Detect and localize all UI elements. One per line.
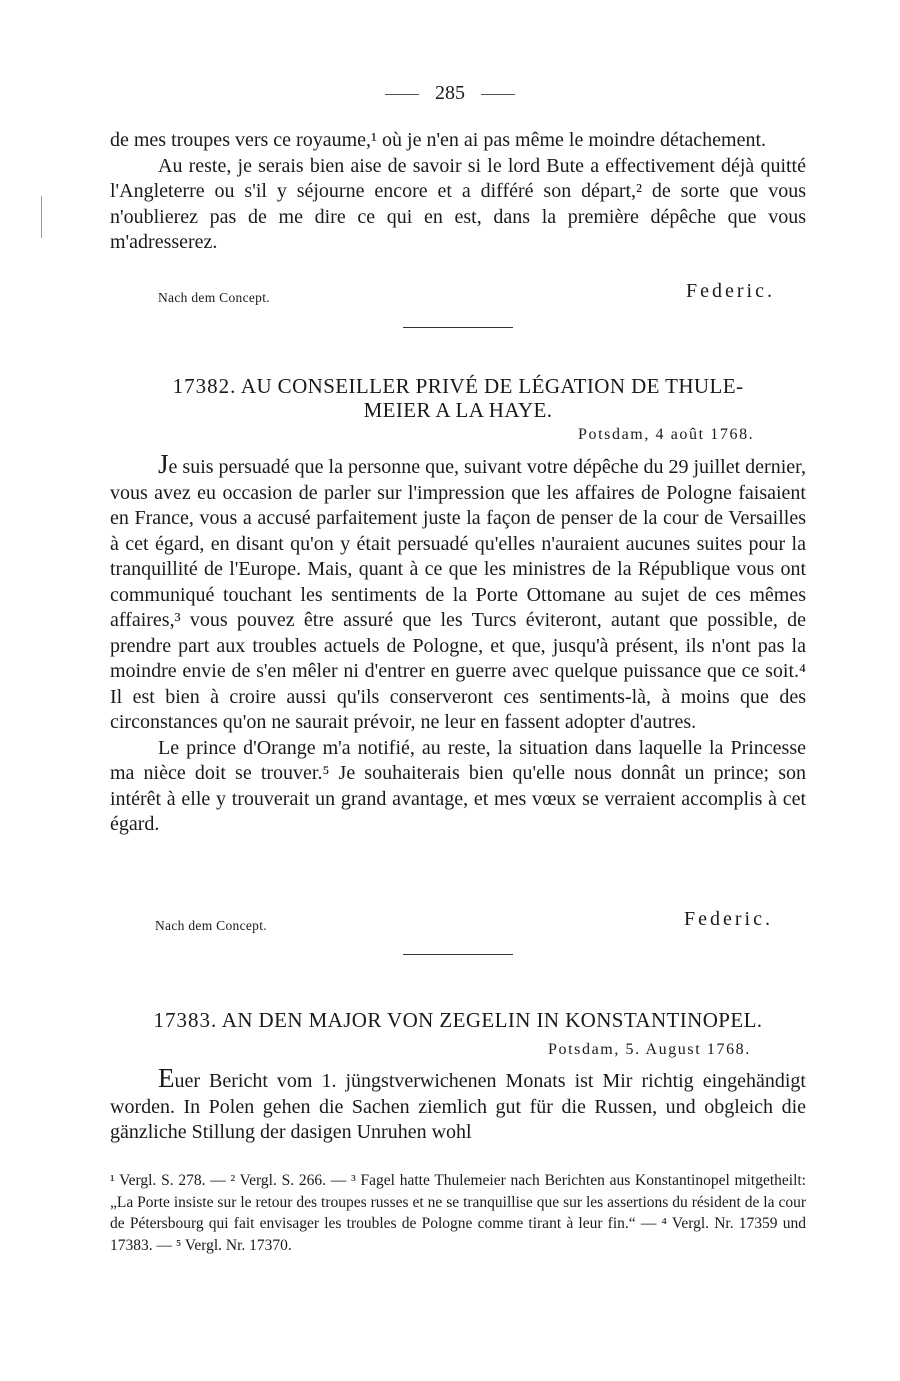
paragraph-text: uer Bericht vom 1. jüngstverwichenen Monats ist Mir richtig eingehändigt worden. In Polen gehen die Sachen ziemlich gut für die Russen, und obgleich die gänzliche Stillung der dasigen Unruhen wohl xyxy=(110,1070,806,1143)
section-divider xyxy=(403,954,513,955)
dateline-date: 5. August 1768. xyxy=(625,1041,751,1058)
dateline xyxy=(578,426,754,444)
signature: Federic. xyxy=(686,280,775,302)
header-dash-right xyxy=(481,94,515,95)
source-note: Nach dem Concept. xyxy=(158,290,270,305)
paragraph: de mes troupes vers ce royaume,¹ où je n'en ai pas même le moindre détachement. xyxy=(110,129,767,151)
letter-heading-line2: MEIER A LA HAYE. xyxy=(363,398,553,422)
section-divider xyxy=(403,327,513,328)
dateline-date: 4 août 1768. xyxy=(655,426,755,443)
signature: Federic. xyxy=(684,908,773,930)
letter-number: 17383. xyxy=(153,1008,218,1032)
footnotes: ¹ Vergl. S. 278. — ² Vergl. S. 266. — ³ Fagel hatte Thulemeier nach Berichten aus Konstantinopel mitgetheilt: „La Porte insiste sur le retour des troupes russes et ne se tranquillise que sur les assertions du résident de la cour de Pétersbourg qui fait envisager les troubles de Pologne comme tirant à leur fin.“ — ⁴ Vergl. Nr. 17359 und 17383. — ⁵ Vergl. Nr. 17370. xyxy=(110,1172,806,1254)
letter-heading xyxy=(110,374,806,422)
initial-letter: E xyxy=(158,1063,175,1093)
letter-body xyxy=(110,1063,806,1146)
page-number: 285 xyxy=(435,82,465,104)
letter-heading xyxy=(110,1008,806,1032)
dateline xyxy=(548,1041,751,1059)
paragraph-text: e suis persuadé que la personne que, suivant votre dépêche du 29 juillet dernier, vous avez eu occasion de parler sur l'impression que les affaires de Pologne faisaient en France, vous a accusé parfaitement juste la façon de penser de la cour de Versailles à cet égard, en disant qu'on y était persuadé qu'elles n'auraient aucunes suites pour la tranquillité de l'Europe. Mais, quant à ce que les ministres de la République vous ont communiqué touchant les sentiments de la Porte Ottomane au sujet de ces mêmes affaires,³ vous pouvez être assuré que les Turcs éviteront, autant que possible, de prendre part aux troubles actuels de Pologne, et que, jusqu'à présent, ils n'ont pas la moindre envie de s'en mêler ni d'entrer en guerre avec quelque puissance que ce soit.⁴ Il est bien à croire aussi qu'ils conserveront ces sentiments-là, à moins que des circonstances qu'on ne saurait prévoir, ne leur en fassent adopter d'autres. xyxy=(110,456,806,733)
margin-mark xyxy=(41,196,42,238)
page-header xyxy=(0,82,900,105)
paragraph: Le prince d'Orange m'a notifié, au reste, la situation dans laquelle la Princesse ma nièce doit se trouver.⁵ Je souhaiterais bien qu'elle nous donnât un prince; son intérêt à elle y trouverait un grand avantage, et mes vœux se verraient accomplis à cet égard. xyxy=(110,736,806,835)
letter-body xyxy=(110,449,806,838)
previous-letter-text xyxy=(110,128,806,256)
letter-heading-text: AN DEN MAJOR VON ZEGELIN IN KONSTANTINOPEL. xyxy=(221,1008,763,1032)
source-note: Nach dem Concept. xyxy=(155,918,267,933)
paragraph xyxy=(110,449,806,736)
letter-heading-line1: AU CONSEILLER PRIVÉ DE LÉGATION DE THULE- xyxy=(240,374,744,398)
dateline-place: Potsdam, xyxy=(548,1041,620,1058)
letter-number: 17382. xyxy=(172,374,237,398)
paragraph: Au reste, je serais bien aise de savoir si le lord Bute a effectivement déjà quitté l'Angleterre ou s'il y séjourne encore et a différé son départ,² de sorte que vous n'oublierez pas de me dire ce qui en est, dans la première dépêche que vous m'adresserez. xyxy=(110,154,806,253)
paragraph xyxy=(110,1063,806,1146)
initial-letter: J xyxy=(158,449,169,479)
header-dash-left xyxy=(385,94,419,95)
dateline-place: Potsdam, xyxy=(578,426,650,443)
